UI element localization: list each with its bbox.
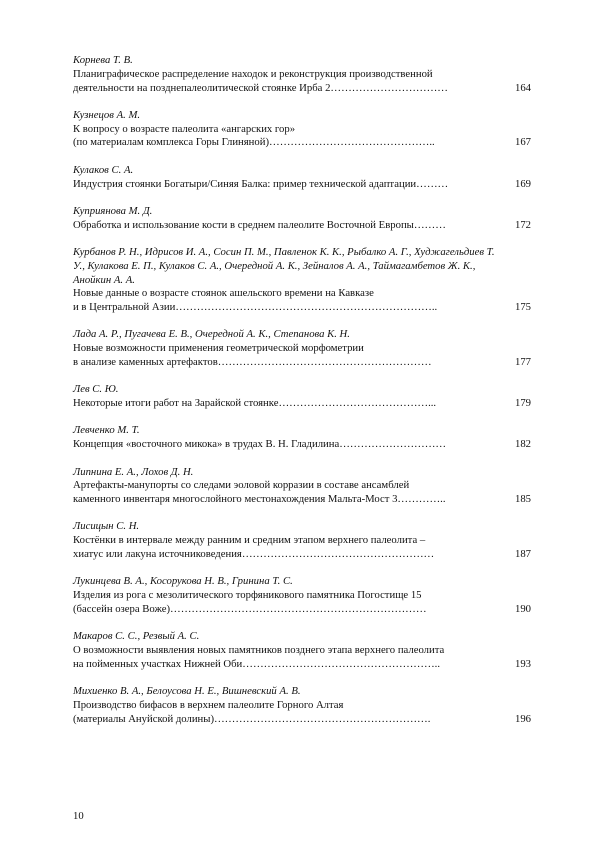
toc-entry bbox=[73, 328, 531, 369]
toc-entry bbox=[73, 685, 531, 726]
entry-page-number: 167 bbox=[514, 136, 531, 149]
toc-entry bbox=[73, 575, 531, 616]
entry-authors: Лада А. Р., Пугачева Е. В., Очередной А. К., Степанова К. Н. bbox=[73, 328, 350, 341]
entry-title-line-last bbox=[73, 136, 531, 150]
toc-entry bbox=[73, 630, 531, 671]
entry-title-line-last bbox=[73, 397, 531, 411]
entry-title-line-last bbox=[73, 657, 531, 672]
entry-title-line: Изделия из рога с мезолитического торфяникового памятника Погостище 15 bbox=[73, 589, 422, 602]
entry-page-number: 179 bbox=[514, 397, 531, 410]
toc-entry bbox=[73, 108, 531, 150]
entry-title-line: (бассейн озера Воже)……………………………………………………………… bbox=[73, 602, 427, 615]
entry-authors: Макаров С. С., Резвый А. С. bbox=[73, 630, 200, 643]
entry-title-line: Новые возможности применения геометрической морфометрии bbox=[73, 342, 364, 355]
entry-title-line: (материалы Ануйской долины)……………………………………………………. bbox=[73, 712, 431, 725]
entry-page-number: 172 bbox=[514, 218, 531, 231]
entry-title-line-last bbox=[73, 218, 531, 233]
entry-authors: Михиенко В. А., Белоусова Н. Е., Вишневский А. В. bbox=[73, 685, 301, 698]
entry-page-number: 182 bbox=[514, 438, 531, 451]
entry-title-line: на пойменных участках Нижней Оби……………………………………………….. bbox=[73, 657, 440, 670]
entry-title-line: (по материалам комплекса Горы Глиняной)……………………………………….. bbox=[73, 136, 435, 149]
entry-title-line: деятельности на позднепалеолитической стоянке Ирба 2…………………………… bbox=[73, 81, 448, 94]
entry-authors: Куприянова М. Д. bbox=[73, 204, 153, 217]
toc-entry bbox=[73, 424, 531, 452]
entry-authors: Липнина Е. А., Лохов Д. Н. bbox=[73, 465, 194, 478]
entry-title-line-last bbox=[73, 356, 531, 370]
entry-title-line: Концепция «восточного микока» в трудах В. Н. Гладилина………………………… bbox=[73, 438, 447, 451]
toc-entry bbox=[73, 383, 531, 411]
entry-title-line: О возможности выявления новых памятников позднего этапа верхнего палеолита bbox=[73, 644, 445, 656]
entry-authors: Кузнецов А. М. bbox=[73, 108, 141, 121]
entry-title-line: в анализе каменных артефактов…………………………………………………… bbox=[73, 356, 432, 369]
entry-authors: Лев С. Ю. bbox=[73, 383, 119, 396]
entry-title-line: Индустрия стоянки Богатыри/Синяя Балка: пример технической адаптации……… bbox=[73, 177, 449, 190]
entry-title-line: Новые данные о возрасте стоянок ашельского времени на Кавказе bbox=[73, 287, 374, 300]
entry-page-number: 185 bbox=[514, 493, 531, 506]
toc-entry bbox=[73, 245, 531, 315]
entry-title-line-last bbox=[73, 177, 531, 192]
entry-authors: Левченко М. Т. bbox=[73, 424, 140, 437]
entry-title-line: Костёнки в интервале между ранним и средним этапом верхнего палеолита – bbox=[73, 534, 426, 547]
toc-entry bbox=[73, 520, 531, 561]
toc-entry bbox=[73, 163, 531, 192]
entry-title-line: Планиграфическое распределение находок и реконструкция производственной bbox=[73, 67, 433, 80]
entry-title-line-last bbox=[73, 712, 531, 727]
entry-title-line: Артефакты-манупорты со следами эоловой корразии в составе ансамблей bbox=[73, 479, 410, 492]
entry-authors: Лукинцева В. А., Косорукова Н. В., Гринина Т. С. bbox=[73, 575, 293, 588]
entry-title-line-last bbox=[73, 493, 531, 507]
entry-title-line: Обработка и использование кости в среднем палеолите Восточной Европы……… bbox=[73, 218, 446, 231]
entry-title-line-last bbox=[73, 548, 531, 562]
entry-page-number: 177 bbox=[514, 356, 531, 369]
entry-page-number: 175 bbox=[514, 301, 531, 314]
footer-page-number: 10 bbox=[73, 810, 84, 822]
entry-title-line: К вопросу о возрасте палеолита «ангарских гор» bbox=[73, 122, 296, 135]
entry-title-line: Некоторые итоги работ на Зарайской стоянке……………………………………... bbox=[73, 397, 437, 410]
entry-page-number: 187 bbox=[514, 548, 531, 561]
entry-page-number: 193 bbox=[514, 657, 531, 670]
toc-entry bbox=[73, 54, 531, 95]
toc-entry bbox=[73, 204, 531, 233]
entry-page-number: 169 bbox=[514, 177, 531, 190]
entry-authors: Кулаков С. А. bbox=[73, 163, 134, 176]
entry-authors: Корнева Т. В. bbox=[73, 54, 133, 66]
entry-title-line: и в Центральной Азии……………………………………………………………….. bbox=[73, 301, 438, 314]
table-of-contents bbox=[73, 54, 531, 740]
entry-authors: Курбанов Р. Н., Идрисов И. А., Сосин П. М., Павленок К. К., Рыбалко А. Г., Худжагельдиев Т. У., Кулакова Е. П., Кулаков С. А., Очередной А. К., Зейналов А. А., Таймагамбетов Ж. К., Анойкин А. А. bbox=[73, 245, 495, 286]
entry-authors: Лисицын С. Н. bbox=[73, 520, 140, 533]
entry-title-line-last bbox=[73, 81, 531, 96]
entry-title-line: Производство бифасов в верхнем палеолите Горного Алтая bbox=[73, 698, 344, 711]
entry-title-line-last bbox=[73, 301, 531, 315]
entry-title-line-last bbox=[73, 438, 531, 452]
entry-page-number: 196 bbox=[514, 712, 531, 725]
entry-page-number: 190 bbox=[514, 602, 531, 615]
entry-title-line: хиатус или лакуна источниковедения……………………………………………… bbox=[73, 548, 435, 561]
entry-title-line: каменного инвентаря многослойного местонахождения Мальта-Мост 3………….. bbox=[73, 493, 446, 506]
entry-page-number: 164 bbox=[514, 81, 531, 94]
toc-entry bbox=[73, 465, 531, 507]
entry-title-line-last bbox=[73, 602, 531, 617]
